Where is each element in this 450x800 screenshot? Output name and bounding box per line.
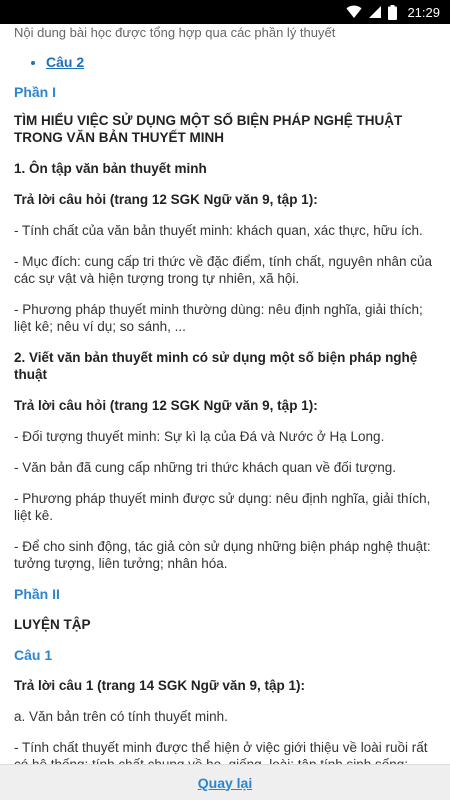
section-1-paragraph: - Mục đích: cung cấp tri thức về đặc điểm, tính chất, nguyên nhân của các sự vật và hiện tượng trong tự nhiên, xã hội. — [14, 254, 433, 286]
signal-icon — [368, 5, 382, 19]
section-2-answer-title: Trả lời câu hỏi (trang 12 SGK Ngữ văn 9, tập 1): — [14, 398, 318, 413]
toc-link-cau-2[interactable]: Câu 2 — [46, 54, 85, 70]
battery-icon — [388, 5, 397, 20]
cut-off-text: Nội dung bài học được tổng hợp qua các phần lý thuyết — [14, 26, 336, 40]
toc-item — [46, 54, 436, 70]
bottom-bar — [0, 764, 450, 800]
status-time: 21:29 — [407, 4, 440, 20]
article-content[interactable] — [0, 24, 450, 774]
section-1-answer-title: Trả lời câu hỏi (trang 12 SGK Ngữ văn 9, tập 1): — [14, 192, 318, 207]
cau-1-title: Câu 1 — [14, 647, 53, 663]
cau-1-answer-title: Trả lời câu 1 (trang 14 SGK Ngữ văn 9, tập 1): — [14, 678, 305, 693]
status-bar — [0, 0, 450, 24]
part-1-title: Phần I — [14, 84, 57, 100]
wifi-icon — [346, 5, 362, 19]
section-1-paragraph: - Phương pháp thuyết minh thường dùng: nêu định nghĩa, giải thích; liệt kê; nêu ví dụ; so sánh, ... — [14, 302, 423, 334]
section-2-title: 2. Viết văn bản thuyết minh có sử dụng một số biện pháp nghệ thuật — [14, 350, 418, 382]
section-1-paragraph: - Tính chất của văn bản thuyết minh: khách quan, xác thực, hữu ích. — [14, 223, 423, 238]
cau-1-paragraph: - Tính chất thuyết minh được thể hiện ở việc giới thiệu về loài ruồi rất — [14, 740, 428, 755]
back-button[interactable]: Quay lại — [197, 774, 253, 791]
part-2-title: Phần II — [14, 586, 60, 602]
cau-1-paragraph: a. Văn bản trên có tính thuyết minh. — [14, 709, 228, 724]
table-of-contents — [46, 54, 436, 70]
part-2-heading: LUYỆN TẬP — [14, 617, 91, 632]
section-1-title: 1. Ôn tập văn bản thuyết minh — [14, 161, 207, 176]
section-2-paragraph: - Phương pháp thuyết minh được sử dụng: nêu định nghĩa, giải thích, liệt kê. — [14, 491, 431, 523]
section-2-paragraph: - Để cho sinh động, tác giả còn sử dụng những biện pháp nghệ thuật: tưởng tượng, liên tưởng; nhân hóa. — [14, 539, 431, 571]
section-2-paragraph: - Văn bản đã cung cấp những tri thức khách quan về đối tượng. — [14, 460, 396, 475]
part-1-heading: TÌM HIỂU VIỆC SỬ DỤNG MỘT SỐ BIỆN PHÁP NGHỆ THUẬT TRONG VĂN BẢN THUYẾT MINH — [14, 113, 403, 145]
section-2-paragraph: - Đối tượng thuyết minh: Sự kì lạ của Đá và Nước ở Hạ Long. — [14, 429, 385, 444]
